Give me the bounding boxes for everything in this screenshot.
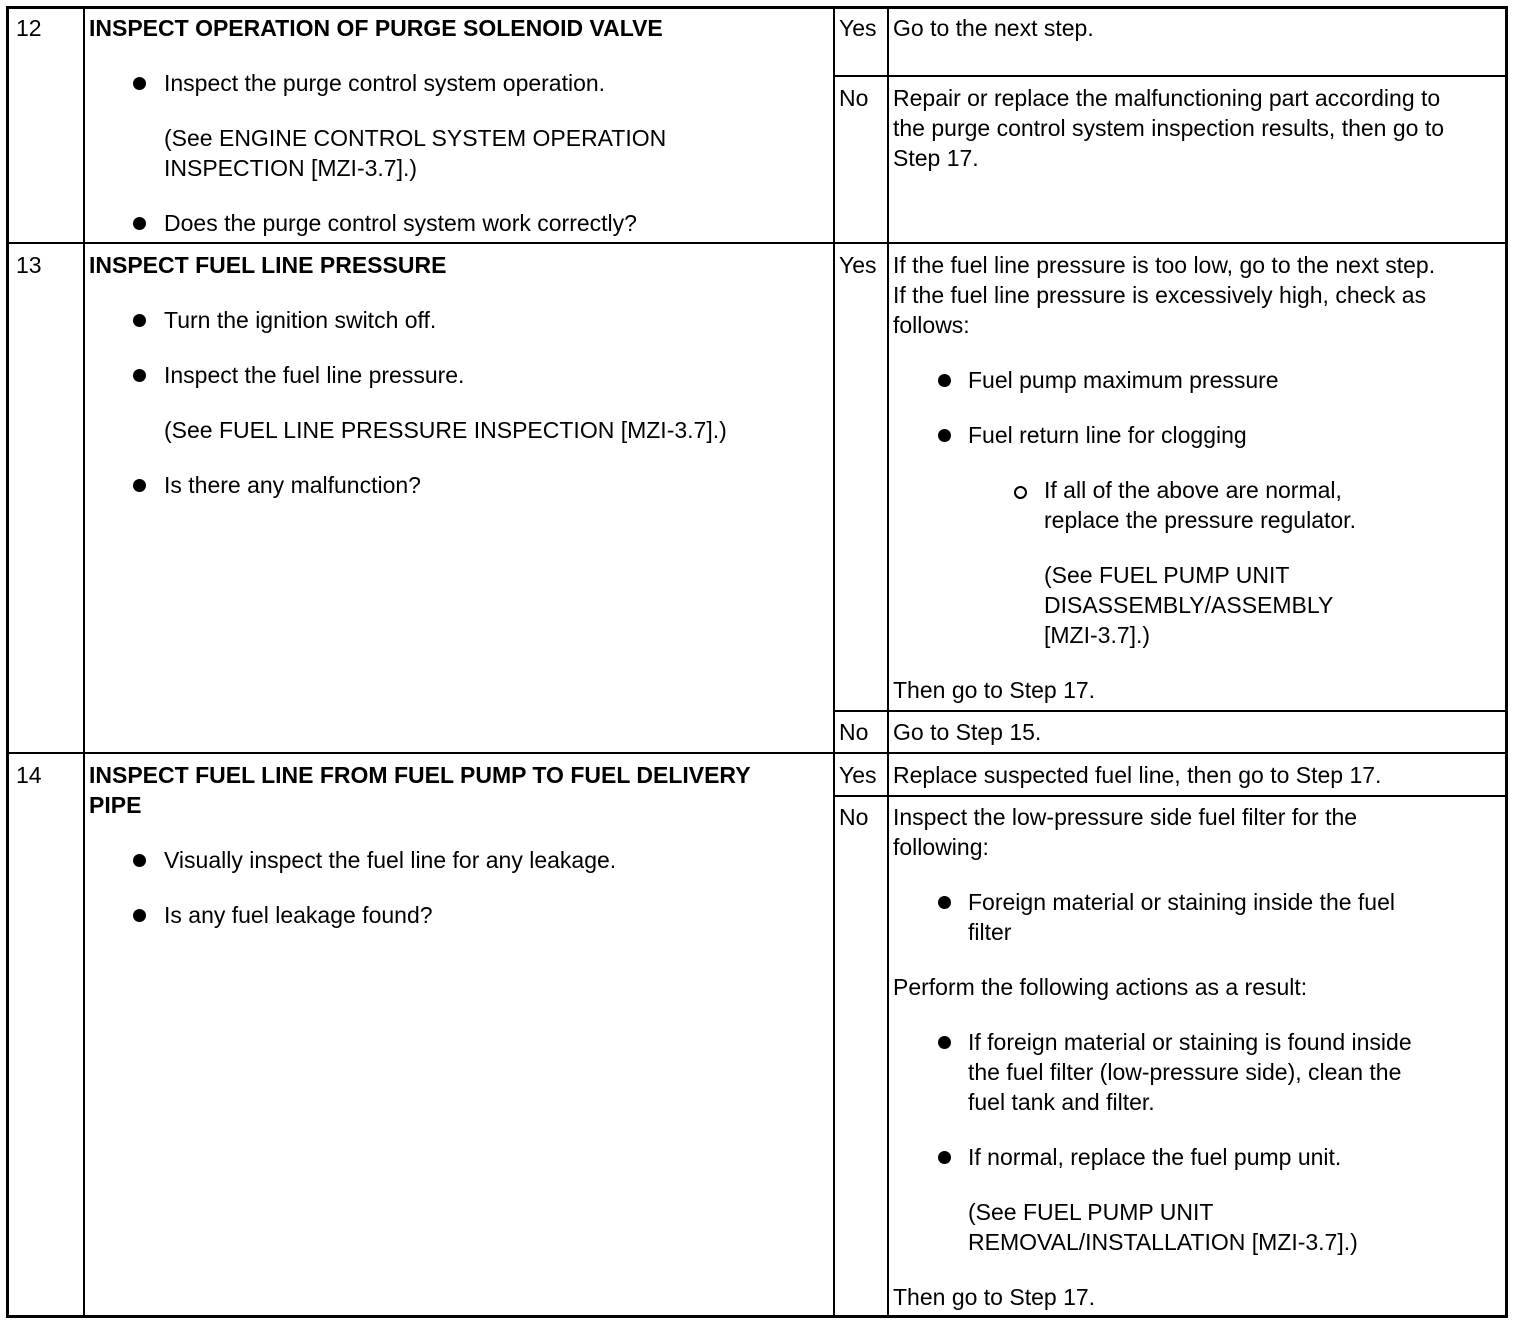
- yes-result: If the fuel line pressure is excessively high, check as: [893, 282, 1427, 308]
- bullet-icon: [938, 1036, 951, 1049]
- step-title: PIPE: [89, 792, 142, 818]
- yes-no-divider-13: [833, 710, 1505, 712]
- reference-text: INSPECTION [MZI-3.7].): [164, 155, 418, 181]
- reference-text: DISASSEMBLY/ASSEMBLY: [1044, 592, 1334, 618]
- no-result-item: fuel tank and filter.: [968, 1089, 1155, 1115]
- bullet-icon: [938, 429, 951, 442]
- yes-result-subitem: replace the pressure regulator.: [1044, 507, 1356, 533]
- yes-result: Replace suspected fuel line, then go to Step 17.: [893, 762, 1382, 788]
- column-divider-result: [887, 9, 889, 1315]
- bullet-icon: [133, 369, 146, 382]
- step-number: 12: [16, 15, 42, 41]
- yes-result: follows:: [893, 312, 970, 338]
- bullet-icon: [938, 374, 951, 387]
- no-result: Step 17.: [893, 145, 979, 171]
- yes-result-item: Fuel pump maximum pressure: [968, 367, 1279, 393]
- column-divider-action: [833, 9, 835, 1315]
- reference-text: [MZI-3.7].): [1044, 622, 1151, 648]
- reference-text: (See FUEL PUMP UNIT: [968, 1199, 1214, 1225]
- step-number: 14: [16, 762, 42, 788]
- bullet-icon: [133, 854, 146, 867]
- instruction-item: Is any fuel leakage found?: [164, 902, 433, 928]
- bullet-icon: [133, 479, 146, 492]
- no-label: No: [839, 804, 869, 830]
- column-divider-step: [83, 9, 85, 1315]
- instruction-item: Inspect the purge control system operation.: [164, 70, 606, 96]
- instruction-item: Does the purge control system work correctly?: [164, 210, 637, 236]
- diagnostic-table: [6, 6, 1508, 1318]
- reference-text: (See ENGINE CONTROL SYSTEM OPERATION: [164, 125, 667, 151]
- no-label: No: [839, 719, 869, 745]
- step-title: INSPECT OPERATION OF PURGE SOLENOID VALVE: [89, 15, 663, 41]
- no-result-item: Foreign material or staining inside the fuel: [968, 889, 1396, 915]
- step-title: INSPECT FUEL LINE PRESSURE: [89, 252, 447, 278]
- bullet-icon: [938, 1151, 951, 1164]
- row-divider-12-13: [9, 242, 1505, 244]
- no-result-item: filter: [968, 919, 1012, 945]
- bullet-icon: [133, 217, 146, 230]
- bullet-icon: [133, 314, 146, 327]
- no-result: Go to Step 15.: [893, 719, 1042, 745]
- no-label: No: [839, 85, 869, 111]
- instruction-item: Inspect the fuel line pressure.: [164, 362, 465, 388]
- sub-bullet-icon: [1014, 486, 1027, 499]
- yes-no-divider-14: [833, 795, 1505, 797]
- yes-result: Then go to Step 17.: [893, 677, 1096, 703]
- yes-label: Yes: [839, 762, 877, 788]
- step-number: 13: [16, 252, 42, 278]
- no-result: Then go to Step 17.: [893, 1284, 1096, 1310]
- bullet-icon: [133, 77, 146, 90]
- instruction-item: Turn the ignition switch off.: [164, 307, 437, 333]
- no-result: the purge control system inspection results, then go to: [893, 115, 1445, 141]
- yes-result-subitem: If all of the above are normal,: [1044, 477, 1342, 503]
- yes-no-divider-12: [833, 75, 1505, 77]
- instruction-item: Is there any malfunction?: [164, 472, 421, 498]
- yes-result: Go to the next step.: [893, 15, 1094, 41]
- step-title: INSPECT FUEL LINE FROM FUEL PUMP TO FUEL DELIVERY: [89, 762, 751, 788]
- reference-text: (See FUEL LINE PRESSURE INSPECTION [MZI-3.7].): [164, 417, 727, 443]
- no-result: Inspect the low-pressure side fuel filter for the: [893, 804, 1358, 830]
- no-result-item: If normal, replace the fuel pump unit.: [968, 1144, 1342, 1170]
- yes-label: Yes: [839, 15, 877, 41]
- instruction-item: Visually inspect the fuel line for any leakage.: [164, 847, 617, 873]
- yes-result-item: Fuel return line for clogging: [968, 422, 1247, 448]
- no-result-item: the fuel filter (low-pressure side), clean the: [968, 1059, 1402, 1085]
- yes-result: If the fuel line pressure is too low, go to the next step.: [893, 252, 1436, 278]
- row-divider-13-14: [9, 752, 1505, 754]
- reference-text: REMOVAL/INSTALLATION [MZI-3.7].): [968, 1229, 1358, 1255]
- yes-label: Yes: [839, 252, 877, 278]
- bullet-icon: [133, 909, 146, 922]
- no-result: Perform the following actions as a result:: [893, 974, 1308, 1000]
- no-result: Repair or replace the malfunctioning part according to: [893, 85, 1441, 111]
- bullet-icon: [938, 896, 951, 909]
- reference-text: (See FUEL PUMP UNIT: [1044, 562, 1290, 588]
- no-result: following:: [893, 834, 989, 860]
- no-result-item: If foreign material or staining is found inside: [968, 1029, 1412, 1055]
